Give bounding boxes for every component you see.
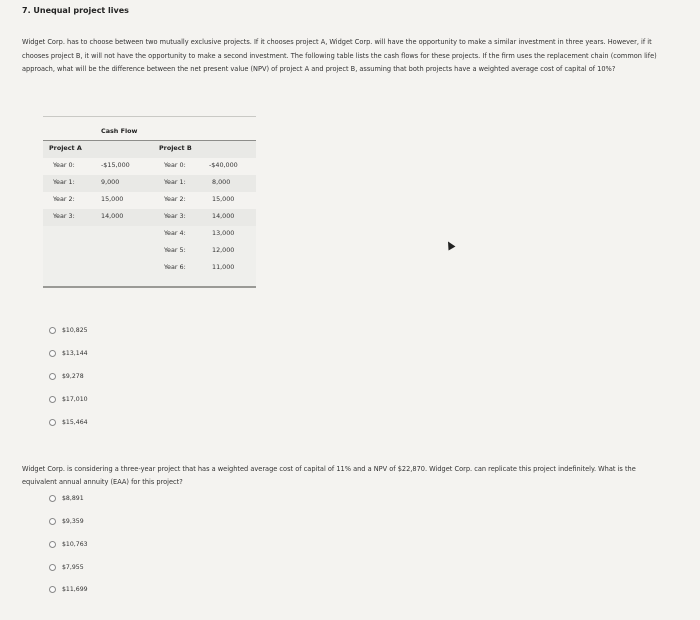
mouse-cursor-icon: [445, 240, 456, 251]
project-a-year-value: 9,000: [101, 178, 120, 186]
radio-button-icon[interactable]: [49, 350, 56, 357]
answer-option[interactable]: [49, 495, 84, 502]
project-b-year-label: Year 3:: [164, 212, 186, 220]
answer-option-label: $15,464: [62, 419, 88, 426]
radio-button-icon[interactable]: [49, 396, 56, 403]
project-b-year-value: 11,000: [212, 263, 235, 271]
answer-option-label: $10,763: [62, 541, 88, 548]
project-b-year-value: -$40,000: [209, 161, 238, 169]
answer-option-label: $17,010: [62, 396, 88, 403]
cash-flow-table: [43, 116, 256, 288]
radio-button-icon[interactable]: [49, 541, 56, 548]
project-a-year-value: -$15,000: [101, 161, 130, 169]
project-b-header: Project B: [159, 144, 192, 152]
answer-option[interactable]: [49, 586, 88, 593]
question-text: Widget Corp. is considering a three-year project that has a weighted average cost of capital of 11% and a NPV of $22,870. Widget Corp. can replicate this project indefinitely. What is the equivalent annual annuity (EAA) for this project?: [22, 465, 636, 486]
radio-button-icon[interactable]: [49, 419, 56, 426]
project-b-year-value: 12,000: [212, 246, 235, 254]
answer-option-label: $10,825: [62, 327, 88, 334]
radio-button-icon[interactable]: [49, 327, 56, 334]
project-b-year-value: 15,000: [212, 195, 235, 203]
radio-button-icon[interactable]: [49, 586, 56, 593]
answer-option[interactable]: [49, 373, 84, 380]
answer-option-label: $7,955: [62, 564, 84, 571]
question-text: Widget Corp. has to choose between two mutually exclusive projects. If it chooses project A, Widget Corp. will have the opportunity to make a similar investment in three years. However, if it chooses project B, it will not have the opportunity to make a second investment. The following table lists the cash flows for these projects. If the firm uses the replacement chain (common life) approach, what will be the difference between the net present value (NPV) of project A and project B, assuming that both projects have a weighted average cost of capital of 10%?: [22, 38, 657, 73]
radio-button-icon[interactable]: [49, 564, 56, 571]
project-a-year-value: 15,000: [101, 195, 124, 203]
radio-button-icon[interactable]: [49, 373, 56, 380]
answer-option[interactable]: [49, 350, 88, 357]
project-b-year-value: 8,000: [212, 178, 231, 186]
table-top-rule: [43, 116, 256, 117]
question-title: 7. Unequal project lives: [22, 6, 129, 15]
answer-option[interactable]: [49, 564, 84, 571]
project-a-year-label: Year 3:: [53, 212, 75, 220]
answer-option-label: $9,278: [62, 373, 84, 380]
project-b-year-label: Year 0:: [164, 161, 186, 169]
project-a-year-label: Year 1:: [53, 178, 75, 186]
answer-option[interactable]: [49, 518, 84, 525]
project-b-year-label: Year 4:: [164, 229, 186, 237]
project-b-year-value: 14,000: [212, 212, 235, 220]
project-b-year-label: Year 1:: [164, 178, 186, 186]
project-b-year-label: Year 6:: [164, 263, 186, 271]
project-a-year-label: Year 0:: [53, 161, 75, 169]
answer-option-label: $8,891: [62, 495, 84, 502]
project-a-year-label: Year 2:: [53, 195, 75, 203]
project-a-year-value: 14,000: [101, 212, 124, 220]
table-bottom-rule: [43, 286, 256, 288]
answer-option[interactable]: [49, 419, 88, 426]
answer-option-label: $11,699: [62, 586, 88, 593]
radio-button-icon[interactable]: [49, 518, 56, 525]
answer-option[interactable]: [49, 327, 88, 334]
answer-option-label: $9,359: [62, 518, 84, 525]
project-a-header: Project A: [49, 144, 82, 152]
answer-option[interactable]: [49, 396, 88, 403]
table-caption: Cash Flow: [101, 127, 138, 135]
project-b-year-label: Year 5:: [164, 246, 186, 254]
project-b-year-value: 13,000: [212, 229, 235, 237]
project-b-year-label: Year 2:: [164, 195, 186, 203]
answer-option-label: $13,144: [62, 350, 88, 357]
radio-button-icon[interactable]: [49, 495, 56, 502]
answer-option[interactable]: [49, 541, 88, 548]
